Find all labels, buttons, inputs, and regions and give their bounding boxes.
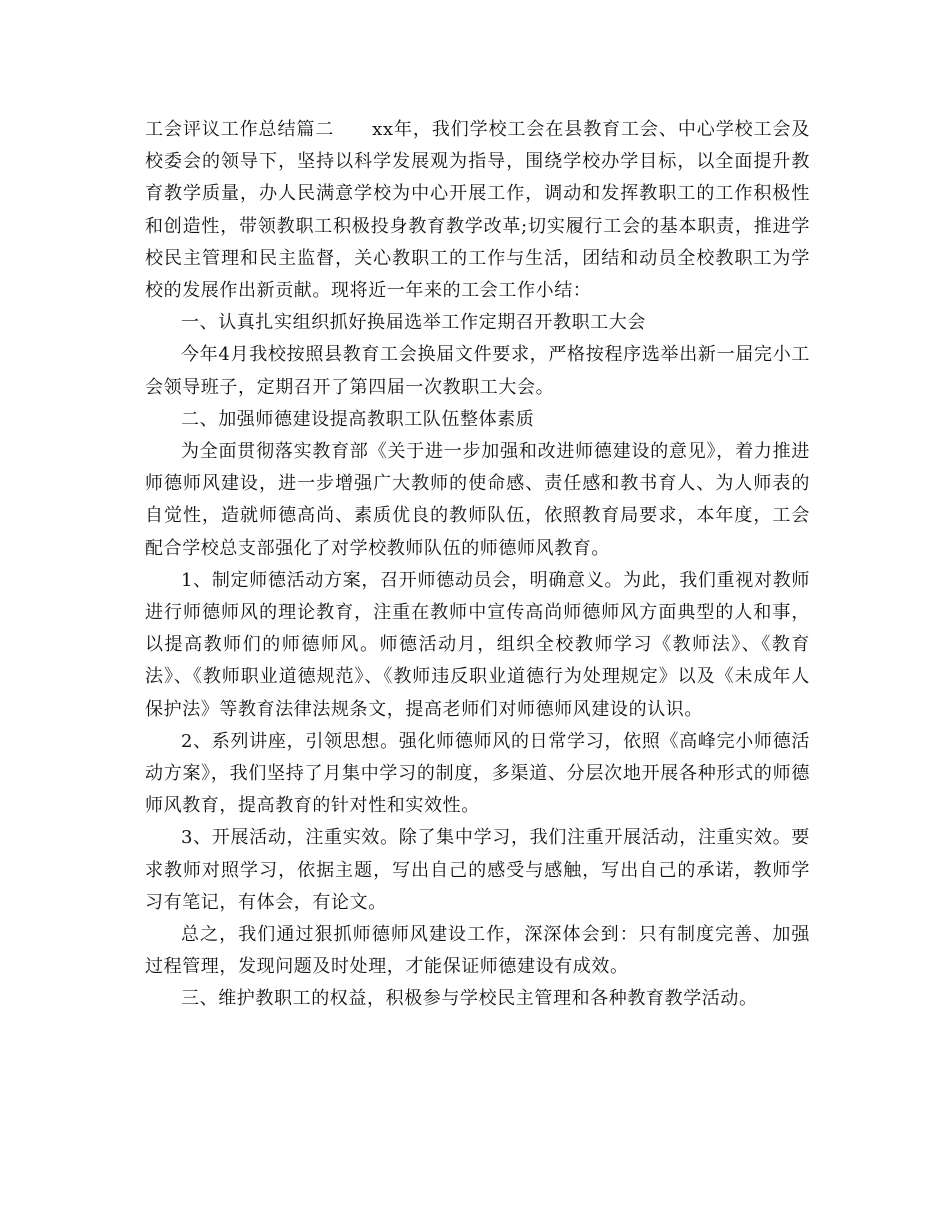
paragraph-intro: 工会评议工作总结篇二 xx年，我们学校工会在县教育工会、中心学校工会及校委会的领导下，坚持以科学发展观为指导，围绕学校办学目标，以全面提升教育教学质量，办人民满意学校为中心开展工作，调动和发挥教职工的工作积极性和创造性，带领教职工积极投身教育教学改革;切实履行工会的基本职责，推进学校民主管理和民主监督，关心教职工的工作与生活，团结和动员全校教职工为学校的发展作出新贡献。现将近一年来的工会工作小结： — [145, 119, 810, 302]
paragraph-item-1: 1、制定师德活动方案，召开师德动员会，明确意义。为此，我们重视对教师进行师德师风的理论教育，注重在教师中宣传高尚师德师风方面典型的人和事，以提高教师们的师德师风。师德活动月，组织全校教师学习《教师法》、《教育法》、《教师职业道德规范》、《教师违反职业道德行为处理规定》以及《未成年人保护法》等教育法律法规条文，提高老师们对师德师风建设的认识。 — [145, 569, 810, 720]
heading-section-1: 一、认真扎实组织抓好换届选举工作定期召开教职工大会 — [181, 312, 646, 334]
heading-section-3: 三、维护教职工的权益，积极参与学校民主管理和各种教育教学活动。 — [181, 988, 758, 1010]
paragraph-item-2: 2、系列讲座，引领思想。强化师德师风的日常学习，依照《高峰完小师德活动方案》，我们坚持了月集中学习的制度，多渠道、分层次地开展各种形式的师德师风教育，提高教育的针对性和实效性。 — [145, 730, 810, 817]
heading-section-2: 二、加强师德建设提高教职工队伍整体素质 — [181, 408, 535, 430]
paragraph-ethics-overview: 为全面贯彻落实教育部《关于进一步加强和改进师德建设的意见》，着力推进师德师风建设，进一步增强广大教师的使命感、责任感和教书育人、为人师表的自觉性，造就师德高尚、素质优良的教师队伍，依照教育局要求，本年度，工会配合学校总支部强化了对学校教师队伍的师德师风教育。 — [145, 441, 810, 559]
paragraph-item-3: 3、开展活动，注重实效。除了集中学习，我们注重开展活动，注重实效。要求教师对照学习，依据主题，写出自己的感受与感触，写出自己的承诺，教师学习有笔记，有体会，有论文。 — [145, 827, 810, 913]
paragraph-summary: 总之，我们通过狠抓师德师风建设工作，深深体会到：只有制度完善、加强过程管理，发现问题及时处理，才能保证师德建设有成效。 — [145, 924, 810, 978]
paragraph-election: 今年4月我校按照县教育工会换届文件要求，严格按程序选举出新一届完小工会领导班子，定期召开了第四届一次教职工大会。 — [145, 344, 810, 398]
document-body — [145, 114, 810, 1016]
